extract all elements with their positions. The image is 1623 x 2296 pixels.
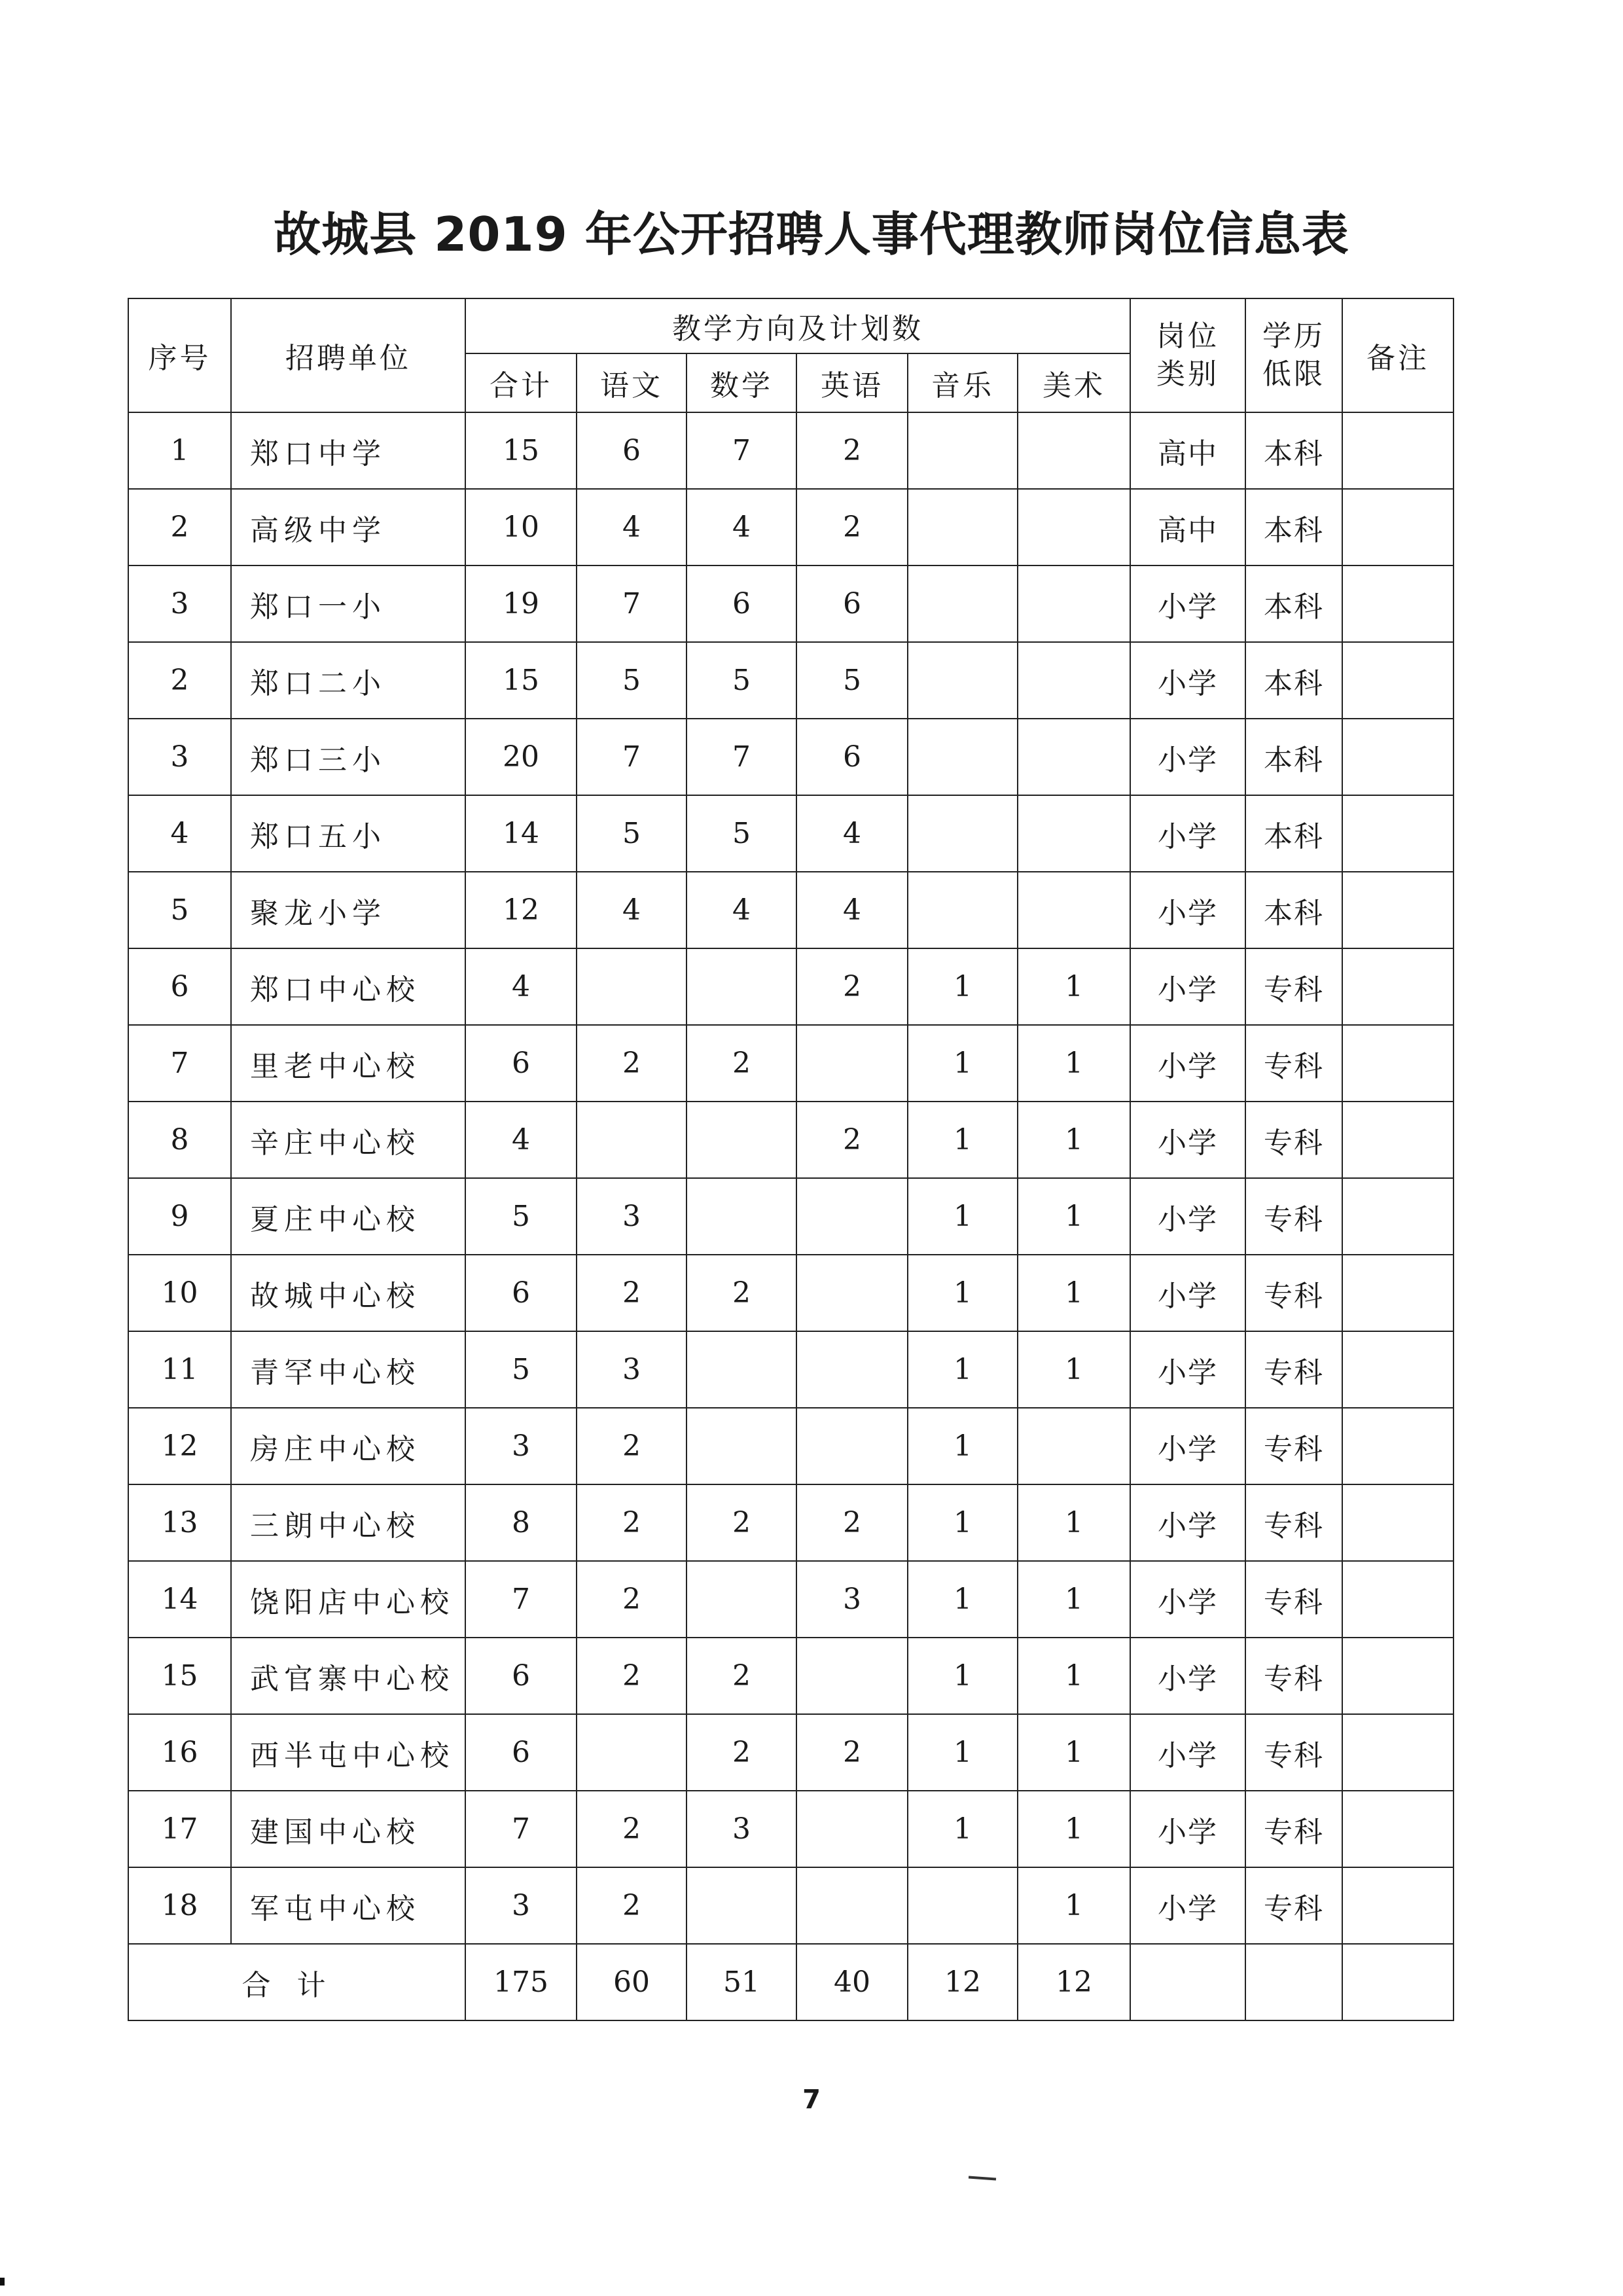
cell-total: 7	[465, 1791, 577, 1867]
cell-english	[796, 1638, 908, 1714]
header-chinese: 语文	[577, 353, 687, 412]
cell-remark	[1342, 1561, 1454, 1638]
table-row	[128, 1102, 1454, 1178]
cell-category: 小学	[1130, 795, 1245, 872]
cell-total: 5	[465, 1331, 577, 1408]
cell-chinese: 2	[577, 1484, 687, 1561]
cell-remark	[1342, 1408, 1454, 1484]
cell-remark	[1342, 719, 1454, 795]
cell-education: 本科	[1245, 872, 1342, 948]
cell-category: 小学	[1130, 642, 1245, 719]
cell-category: 小学	[1130, 1714, 1245, 1791]
cell-art: 1	[1018, 1102, 1130, 1178]
totals-math: 51	[687, 1944, 796, 2020]
cell-category: 小学	[1130, 1178, 1245, 1255]
cell-education: 专科	[1245, 948, 1342, 1025]
cell-remark	[1342, 1178, 1454, 1255]
cell-seq: 2	[128, 642, 231, 719]
cell-music: 1	[908, 1484, 1018, 1561]
cell-education: 本科	[1245, 412, 1342, 489]
header-post-line2: 类别	[1156, 357, 1220, 391]
table-row	[128, 795, 1454, 872]
cell-chinese: 4	[577, 872, 687, 948]
cell-education: 专科	[1245, 1867, 1342, 1944]
cell-education: 专科	[1245, 1025, 1342, 1102]
scan-mark	[969, 2176, 996, 2181]
totals-music: 12	[908, 1944, 1018, 2020]
table-row	[128, 1025, 1454, 1102]
cell-total: 15	[465, 642, 577, 719]
cell-remark	[1342, 1714, 1454, 1791]
cell-art	[1018, 719, 1130, 795]
cell-seq: 13	[128, 1484, 231, 1561]
cell-music: 1	[908, 1025, 1018, 1102]
cell-seq: 4	[128, 795, 231, 872]
header-edu-line1: 学历	[1262, 319, 1326, 353]
cell-art	[1018, 642, 1130, 719]
cell-total: 12	[465, 872, 577, 948]
cell-unit: 郑口三小	[231, 719, 465, 795]
cell-total: 20	[465, 719, 577, 795]
cell-total: 5	[465, 1178, 577, 1255]
cell-category: 小学	[1130, 1561, 1245, 1638]
cell-english: 4	[796, 872, 908, 948]
cell-math: 4	[687, 872, 796, 948]
cell-chinese: 3	[577, 1331, 687, 1408]
cell-english: 2	[796, 489, 908, 565]
cell-music	[908, 565, 1018, 642]
table-row	[128, 489, 1454, 565]
cell-music	[908, 412, 1018, 489]
cell-english: 4	[796, 795, 908, 872]
table-row	[128, 1178, 1454, 1255]
cell-seq: 9	[128, 1178, 231, 1255]
cell-unit: 郑口中心校	[231, 948, 465, 1025]
cell-unit: 聚龙小学	[231, 872, 465, 948]
table-row	[128, 1638, 1454, 1714]
cell-unit: 西半屯中心校	[231, 1714, 465, 1791]
totals-art: 12	[1018, 1944, 1130, 2020]
cell-education: 专科	[1245, 1102, 1342, 1178]
cell-seq: 7	[128, 1025, 231, 1102]
cell-remark	[1342, 489, 1454, 565]
table-row	[128, 1331, 1454, 1408]
cell-remark	[1342, 1102, 1454, 1178]
cell-seq: 16	[128, 1714, 231, 1791]
cell-total: 6	[465, 1638, 577, 1714]
cell-remark	[1342, 1484, 1454, 1561]
cell-english: 6	[796, 565, 908, 642]
header-remark: 备注	[1342, 298, 1454, 412]
cell-english: 2	[796, 948, 908, 1025]
cell-unit: 军屯中心校	[231, 1867, 465, 1944]
cell-art: 1	[1018, 1714, 1130, 1791]
header-edu-line2: 低限	[1262, 357, 1326, 391]
cell-education: 本科	[1245, 489, 1342, 565]
cell-art: 1	[1018, 1791, 1130, 1867]
totals-english: 40	[796, 1944, 908, 2020]
cell-total: 3	[465, 1408, 577, 1484]
cell-music: 1	[908, 948, 1018, 1025]
cell-chinese: 2	[577, 1638, 687, 1714]
table-row	[128, 642, 1454, 719]
table-row	[128, 719, 1454, 795]
cell-seq: 3	[128, 719, 231, 795]
cell-music: 1	[908, 1331, 1018, 1408]
cell-seq: 18	[128, 1867, 231, 1944]
cell-seq: 11	[128, 1331, 231, 1408]
cell-art: 1	[1018, 948, 1130, 1025]
totals-chinese: 60	[577, 1944, 687, 2020]
cell-math: 2	[687, 1255, 796, 1331]
cell-remark	[1342, 412, 1454, 489]
cell-total: 10	[465, 489, 577, 565]
cell-unit: 建国中心校	[231, 1791, 465, 1867]
cell-remark	[1342, 642, 1454, 719]
header-music: 音乐	[908, 353, 1018, 412]
cell-unit: 饶阳店中心校	[231, 1561, 465, 1638]
cell-education: 专科	[1245, 1178, 1342, 1255]
cell-remark	[1342, 1867, 1454, 1944]
cell-category: 小学	[1130, 565, 1245, 642]
cell-category: 高中	[1130, 489, 1245, 565]
cell-seq: 8	[128, 1102, 231, 1178]
cell-unit: 辛庄中心校	[231, 1102, 465, 1178]
cell-music: 1	[908, 1638, 1018, 1714]
table-row	[128, 412, 1454, 489]
cell-art: 1	[1018, 1638, 1130, 1714]
cell-english: 2	[796, 1102, 908, 1178]
table-header	[128, 298, 1454, 412]
cell-english	[796, 1331, 908, 1408]
cell-math: 2	[687, 1025, 796, 1102]
table-row	[128, 1561, 1454, 1638]
cell-chinese: 2	[577, 1561, 687, 1638]
header-plan-group: 教学方向及计划数	[465, 298, 1130, 353]
cell-music: 1	[908, 1561, 1018, 1638]
table-row	[128, 1484, 1454, 1561]
cell-category: 小学	[1130, 1255, 1245, 1331]
cell-category: 小学	[1130, 1638, 1245, 1714]
cell-education: 专科	[1245, 1714, 1342, 1791]
cell-chinese	[577, 1714, 687, 1791]
cell-chinese: 7	[577, 565, 687, 642]
cell-math: 3	[687, 1791, 796, 1867]
cell-art: 1	[1018, 1025, 1130, 1102]
cell-education: 本科	[1245, 565, 1342, 642]
cell-seq: 3	[128, 565, 231, 642]
cell-total: 6	[465, 1714, 577, 1791]
table-row	[128, 1255, 1454, 1331]
cell-chinese: 2	[577, 1408, 687, 1484]
cell-math: 4	[687, 489, 796, 565]
cell-unit: 武官寨中心校	[231, 1638, 465, 1714]
cell-english: 2	[796, 412, 908, 489]
totals-remark	[1342, 1944, 1454, 2020]
table-row	[128, 1408, 1454, 1484]
cell-math	[687, 1178, 796, 1255]
cell-math: 5	[687, 642, 796, 719]
cell-math: 6	[687, 565, 796, 642]
table-footer	[128, 1944, 1454, 2020]
header-total: 合计	[465, 353, 577, 412]
cell-art: 1	[1018, 1867, 1130, 1944]
cell-remark	[1342, 1025, 1454, 1102]
cell-art: 1	[1018, 1484, 1130, 1561]
cell-english: 2	[796, 1484, 908, 1561]
header-seq: 序号	[128, 298, 231, 412]
cell-music: 1	[908, 1102, 1018, 1178]
cell-category: 小学	[1130, 1102, 1245, 1178]
cell-unit: 高级中学	[231, 489, 465, 565]
scan-mark	[0, 2278, 5, 2286]
cell-remark	[1342, 948, 1454, 1025]
cell-remark	[1342, 872, 1454, 948]
cell-english	[796, 1867, 908, 1944]
cell-english	[796, 1408, 908, 1484]
cell-english: 6	[796, 719, 908, 795]
cell-seq: 1	[128, 412, 231, 489]
cell-remark	[1342, 795, 1454, 872]
header-english: 英语	[796, 353, 908, 412]
cell-unit: 故城中心校	[231, 1255, 465, 1331]
cell-unit: 郑口二小	[231, 642, 465, 719]
cell-category: 小学	[1130, 1791, 1245, 1867]
cell-education: 本科	[1245, 642, 1342, 719]
cell-category: 高中	[1130, 412, 1245, 489]
cell-art: 1	[1018, 1255, 1130, 1331]
cell-total: 4	[465, 948, 577, 1025]
header-education	[1245, 298, 1342, 412]
cell-remark	[1342, 565, 1454, 642]
cell-art	[1018, 489, 1130, 565]
cell-art: 1	[1018, 1561, 1130, 1638]
cell-art: 1	[1018, 1178, 1130, 1255]
cell-chinese: 7	[577, 719, 687, 795]
cell-category: 小学	[1130, 948, 1245, 1025]
cell-unit: 郑口一小	[231, 565, 465, 642]
cell-unit: 郑口五小	[231, 795, 465, 872]
cell-total: 3	[465, 1867, 577, 1944]
cell-art	[1018, 1408, 1130, 1484]
cell-total: 6	[465, 1025, 577, 1102]
cell-chinese	[577, 1102, 687, 1178]
cell-math: 2	[687, 1638, 796, 1714]
cell-music	[908, 489, 1018, 565]
cell-category: 小学	[1130, 1331, 1245, 1408]
cell-math	[687, 1102, 796, 1178]
cell-music	[908, 719, 1018, 795]
page-number: 7	[802, 2085, 821, 2115]
cell-total: 4	[465, 1102, 577, 1178]
cell-english: 2	[796, 1714, 908, 1791]
cell-total: 14	[465, 795, 577, 872]
cell-education: 专科	[1245, 1408, 1342, 1484]
cell-chinese: 3	[577, 1178, 687, 1255]
cell-math	[687, 1408, 796, 1484]
cell-unit: 房庄中心校	[231, 1408, 465, 1484]
cell-seq: 14	[128, 1561, 231, 1638]
cell-math: 5	[687, 795, 796, 872]
totals-label: 合计	[128, 1944, 465, 2020]
cell-remark	[1342, 1255, 1454, 1331]
cell-unit: 夏庄中心校	[231, 1178, 465, 1255]
cell-math: 7	[687, 412, 796, 489]
document-title: 故城县 2019 年公开招聘人事代理教师岗位信息表	[274, 207, 1349, 262]
cell-math	[687, 1561, 796, 1638]
cell-total: 7	[465, 1561, 577, 1638]
cell-unit: 里老中心校	[231, 1025, 465, 1102]
cell-total: 19	[465, 565, 577, 642]
header-art: 美术	[1018, 353, 1130, 412]
table-row	[128, 872, 1454, 948]
cell-chinese: 5	[577, 795, 687, 872]
cell-seq: 17	[128, 1791, 231, 1867]
cell-chinese: 2	[577, 1791, 687, 1867]
table-row	[128, 1867, 1454, 1944]
cell-music	[908, 1867, 1018, 1944]
cell-remark	[1342, 1638, 1454, 1714]
cell-english	[796, 1791, 908, 1867]
header-math: 数学	[687, 353, 796, 412]
cell-music	[908, 642, 1018, 719]
cell-education: 专科	[1245, 1255, 1342, 1331]
cell-chinese: 6	[577, 412, 687, 489]
cell-music	[908, 872, 1018, 948]
cell-unit: 三朗中心校	[231, 1484, 465, 1561]
header-unit: 招聘单位	[231, 298, 465, 412]
cell-education: 专科	[1245, 1331, 1342, 1408]
header-post-category	[1130, 298, 1245, 412]
cell-education: 本科	[1245, 719, 1342, 795]
header-post-line1: 岗位	[1156, 319, 1220, 353]
cell-art	[1018, 872, 1130, 948]
cell-category: 小学	[1130, 1484, 1245, 1561]
cell-math: 7	[687, 719, 796, 795]
cell-chinese: 5	[577, 642, 687, 719]
table-row	[128, 1791, 1454, 1867]
cell-education: 专科	[1245, 1484, 1342, 1561]
cell-music: 1	[908, 1791, 1018, 1867]
cell-total: 15	[465, 412, 577, 489]
cell-seq: 2	[128, 489, 231, 565]
cell-total: 6	[465, 1255, 577, 1331]
cell-chinese: 2	[577, 1867, 687, 1944]
cell-art	[1018, 795, 1130, 872]
cell-music	[908, 795, 1018, 872]
cell-music: 1	[908, 1714, 1018, 1791]
cell-english	[796, 1178, 908, 1255]
cell-english	[796, 1025, 908, 1102]
table-row	[128, 1714, 1454, 1791]
cell-math	[687, 948, 796, 1025]
cell-seq: 5	[128, 872, 231, 948]
table-body	[128, 412, 1454, 1944]
cell-english	[796, 1255, 908, 1331]
cell-total: 8	[465, 1484, 577, 1561]
cell-category: 小学	[1130, 872, 1245, 948]
cell-education: 专科	[1245, 1561, 1342, 1638]
cell-math	[687, 1867, 796, 1944]
cell-music: 1	[908, 1178, 1018, 1255]
cell-seq: 12	[128, 1408, 231, 1484]
cell-art: 1	[1018, 1331, 1130, 1408]
cell-chinese: 4	[577, 489, 687, 565]
cell-seq: 10	[128, 1255, 231, 1331]
cell-education: 本科	[1245, 795, 1342, 872]
totals-category	[1130, 1944, 1245, 2020]
cell-seq: 6	[128, 948, 231, 1025]
cell-remark	[1342, 1791, 1454, 1867]
cell-category: 小学	[1130, 1867, 1245, 1944]
cell-english: 3	[796, 1561, 908, 1638]
totals-total: 175	[465, 1944, 577, 2020]
cell-remark	[1342, 1331, 1454, 1408]
cell-art	[1018, 565, 1130, 642]
cell-category: 小学	[1130, 1025, 1245, 1102]
cell-seq: 15	[128, 1638, 231, 1714]
cell-category: 小学	[1130, 719, 1245, 795]
table-row	[128, 565, 1454, 642]
cell-unit: 青罕中心校	[231, 1331, 465, 1408]
cell-music: 1	[908, 1408, 1018, 1484]
cell-art	[1018, 412, 1130, 489]
cell-math	[687, 1331, 796, 1408]
cell-english: 5	[796, 642, 908, 719]
cell-category: 小学	[1130, 1408, 1245, 1484]
cell-math: 2	[687, 1714, 796, 1791]
cell-math: 2	[687, 1484, 796, 1561]
cell-chinese	[577, 948, 687, 1025]
cell-education: 专科	[1245, 1638, 1342, 1714]
totals-education	[1245, 1944, 1342, 2020]
cell-chinese: 2	[577, 1025, 687, 1102]
recruitment-table	[128, 298, 1454, 2021]
cell-education: 专科	[1245, 1791, 1342, 1867]
cell-unit: 郑口中学	[231, 412, 465, 489]
cell-chinese: 2	[577, 1255, 687, 1331]
cell-music: 1	[908, 1255, 1018, 1331]
table-row	[128, 948, 1454, 1025]
